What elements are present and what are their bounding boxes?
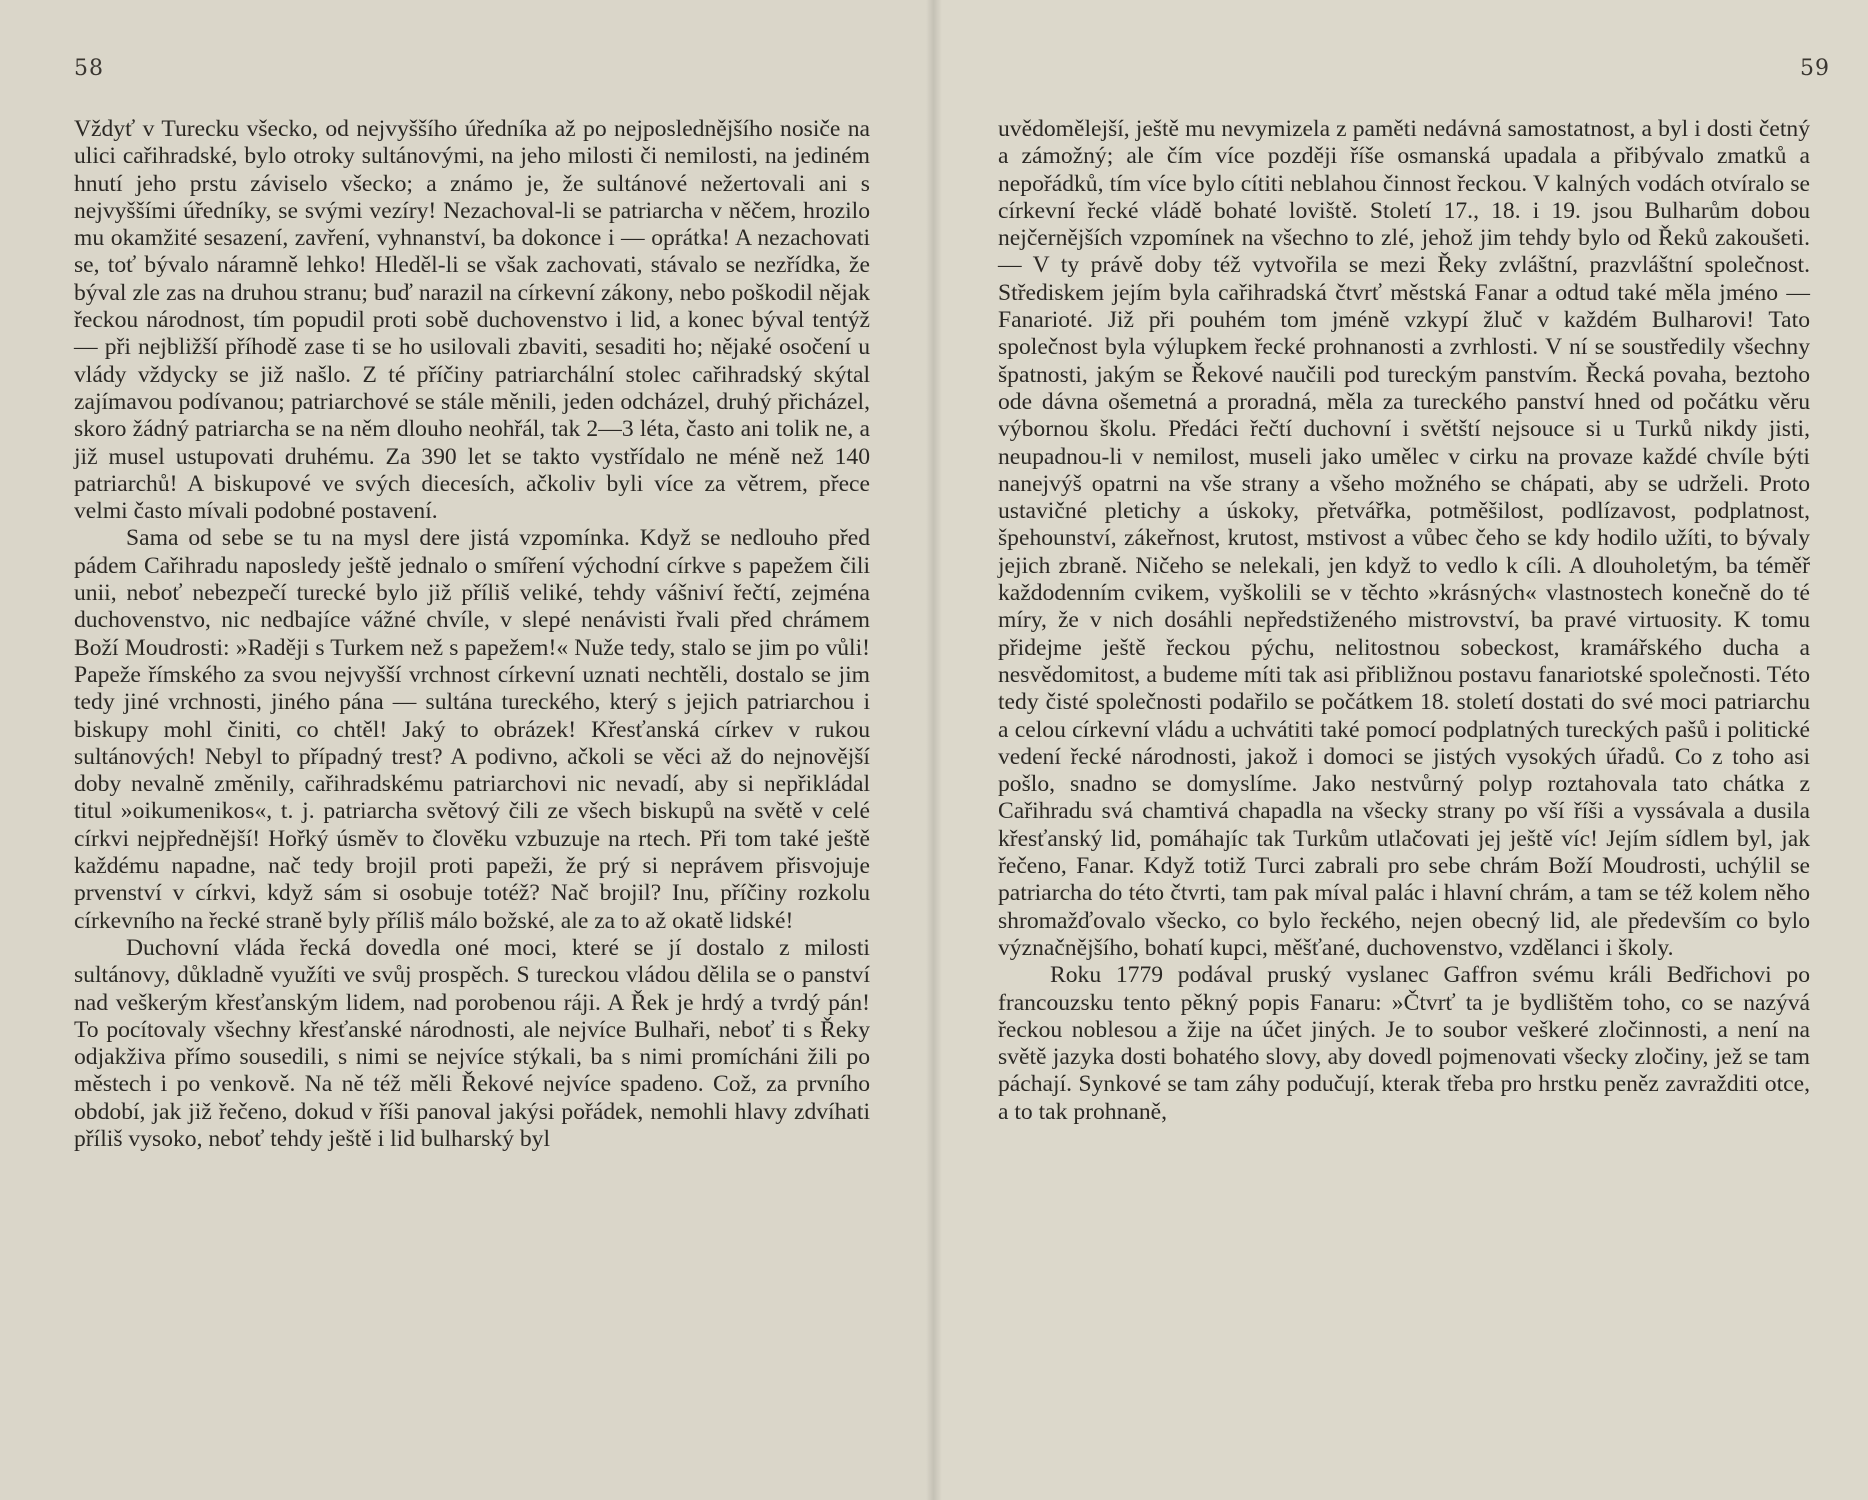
right-page-text — [998, 116, 1810, 1126]
paragraph: Duchovní vláda řecká dovedla oné moci, které se jí dostalo z milosti sultánovy, důkladně využíti ve svůj prospěch. S tureckou vládou dělila se o panství nad veškerým křesťanským lidem, nad porobenou ráji. A Řek je hrdý a tvrdý pán! To pocítovaly všechny křesťanské národnosti, ale nejvíce Bulhaři, neboť ti s Řeky odjakživa přímo sousedili, s nimi se nejvíce stýkali, ba s nimi promícháni žili po městech i po venkově. Na ně též měli Řekové nejvíce spadeno. Což, za prvního období, jak již řečeno, dokud v říši panoval jakýsi pořádek, nemohli hlavy zdvíhati příliš vysoko, neboť tehdy ještě i lid bulharský byl — [74, 934, 870, 1152]
right-page — [934, 0, 1868, 1500]
left-page-text — [74, 116, 870, 1153]
paragraph: Roku 1779 podával pruský vyslanec Gaffron svému králi Bedřichovi po francouzsku tento pěkný popis Fanaru: »Čtvrť ta je bydlištěm toho, co se nazývá řeckou noblesou a žije na účet jiných. Je to soubor veškeré zločinnosti, a není na světě jazyka dosti bohatého slovy, aby dovedl pojmenovati všecky zločiny, jež se tam páchají. Synkové se tam záhy podučují, kterak třeba pro hrstku peněz zavražditi otce, a to tak prohnaně, — [998, 962, 1810, 1125]
paragraph: Vždyť v Turecku všecko, od nejvyššího úředníka až po nejposlednějšího nosiče na ulici cařihradské, bylo otroky sultánovými, na jeho milosti či nemilosti, na jediném hnutí jeho prstu záviselo všecko; a známo je, že sultánové nežertovali ani s nejvyššími úředníky, se svými vezíry! Nezachoval-li se patriarcha v něčem, hrozilo mu okamžité sesazení, zavření, vyhnanství, ba dokonce i — oprátka! A nezachovati se, toť bývalo náramně lehko! Hleděl-li se však zachovati, stávalo se nezřídka, že býval zle zas na druhou stranu; buď narazil na církevní zákony, nebo poškodil nějak řeckou národnost, tím popudil proti sobě duchovenstvo i lid, a konec býval tentýž — při nejbližší příhodě zase ti se ho usilovali zbaviti, sesaditi ho; nějaké osočení u vlády vždycky se již našlo. Z té příčiny patriarchální stolec cařihradský skýtal zajímavou podívanou; patriarchové se stále měnili, jeden odcházel, druhý přicházel, skoro žádný patriarcha se na něm dlouho neohřál, tak 2—3 léta, často ani tolik ne, a již musel ustupovati druhému. Za 390 let se takto vystřídalo ne méně než 140 patriarchů! A biskupové ve svých diecesích, ačkoliv byli více za větrem, přece velmi často mívali podobné postavení. — [74, 116, 870, 525]
paragraph: Sama od sebe se tu na mysl dere jistá vzpomínka. Když se nedlouho před pádem Cařihradu naposledy ještě jednalo o smíření východní církve s papežem čili unii, neboť nebezpečí turecké bylo již příliš veliké, tehdy vášniví řečtí, zejména duchovenstvo, nic nedbajíce vážné chvíle, v slepé nenávisti řvali před chrámem Boží Moudrosti: »Raději s Turkem než s papežem!« Nuže tedy, stalo se jim po vůli! Papeže římského za svou nejvyšší vrchnost církevní uznati nechtěli, dostalo se jim tedy jiné vrchnosti, jiného pána — sultána tureckého, který s jejich patriarchou i biskupy mohl činiti, co chtěl! Jaký to obrázek! Křesťanská církev v rukou sultánových! Nebyl to případný trest? A podivno, ačkoli se věci až do nejnovější doby nevalně změnily, cařihradskému patriarchovi nic nevadí, aby si nepřikládal titul »oikumenikos«, t. j. patriarcha světový čili ze všech biskupů na světě v celé církvi nejpřednější! Hořký úsměv to člověku vzbuzuje na rtech. Při tom také ještě každému napadne, nač tedy brojil proti papeži, že prý si neprávem přisvojuje prvenství v církvi, když sám si osobuje totéž? Nač brojil? Inu, příčiny rozkolu církevního na řecké straně byly příliš málo božské, ale za to až okatě lidské! — [74, 525, 870, 934]
paragraph: uvědomělejší, ještě mu nevymizela z paměti nedávná samostatnost, a byl i dosti četný a zámožný; ale čím více později říše osmanská upadala a přibývalo zmatků a nepořádků, tím více bylo cítiti neblahou činnost řeckou. V kalných vodách otvíralo se církevní řecké vládě bohaté loviště. Století 17., 18. i 19. jsou Bulharům dobou nejčernějších vzpomínek na všechno to zlé, jehož jim tehdy bylo od Řeků zakoušeti. — V ty právě doby též vytvořila se mezi Řeky zvláštní, prazvláštní společnost. Střediskem jejím byla cařihradská čtvrť městská Fanar a odtud také měla jméno — Fanarioté. Již při pouhém tom jméně vzkypí žluč v každém Bulharovi! Tato společnost byla výlupkem řecké prohnanosti a zvrhlosti. V ní se soustředily všechny špatnosti, jakým se Řekové naučili pod tureckým panstvím. Řecká povaha, beztoho ode dávna ošemetná a proradná, měla za tureckého panství hned od počátku věru výbornou školu. Předáci řečtí duchovní i světští nejsouce si u Turků nikdy jisti, neupadnou-li v nemilost, museli jako umělec v cirku na provaze každé chvíle býti nanejvýš opatrni na vše strany a všeho možného se chápati, aby se udrželi. Proto ustavičné pletichy a úskoky, přetvářka, potměšilost, podlízavost, podplatnost, špehounství, zákeřnost, krutost, mstivost a vůbec čeho se kdy hodilo užíti, to bývaly jejich zbraně. Ničeho se nelekali, jen když to vedlo k cíli. A dlouholetým, ba téměř každodenním cvikem, vyškolili se v těchto »krásných« vlastnostech konečně do té míry, že v nich dosáhli nepředstiženého mistrovství, ba pravé virtuosity. K tomu přidejme ještě řeckou pýchu, nelitostnou sobeckost, kramářského ducha a nesvědomitost, a budeme míti tak asi přibližnou postavu fanariotské společnosti. Této tedy čisté společnosti podařilo se počátkem 18. století dostati do své moci patriarchu a celou církevní vládu a uchvátiti také pomocí podplatných tureckých pašů i politické vedení řecké národnosti, jakož i domoci se jistých vysokých úřadů. Co z toho asi pošlo, snadno se domyslíme. Jako nestvůrný polyp roztahovala tato chátka z Cařihradu svá chamtivá chapadla na všecky strany po vší říši a vyssávala a dusila křesťanský lid, pomáhajíc tak Turkům utlačovati jej ještě víc! Jejím sídlem byl, jak řečeno, Fanar. Když totiž Turci zabrali pro sebe chrám Boží Moudrosti, uchýlil se patriarcha do této čtvrti, tam pak míval palác i hlavní chrám, a tam se též kolem něho shromažďovalo všecko, co bylo řeckého, nejen obecný lid, ale především co bylo význačnějšího, bohatí kupci, měšťané, duchovenstvo, vzdělanci i školy. — [998, 116, 1810, 961]
page-number-left: 58 — [74, 56, 104, 81]
page-number-right: 59 — [1800, 56, 1830, 81]
